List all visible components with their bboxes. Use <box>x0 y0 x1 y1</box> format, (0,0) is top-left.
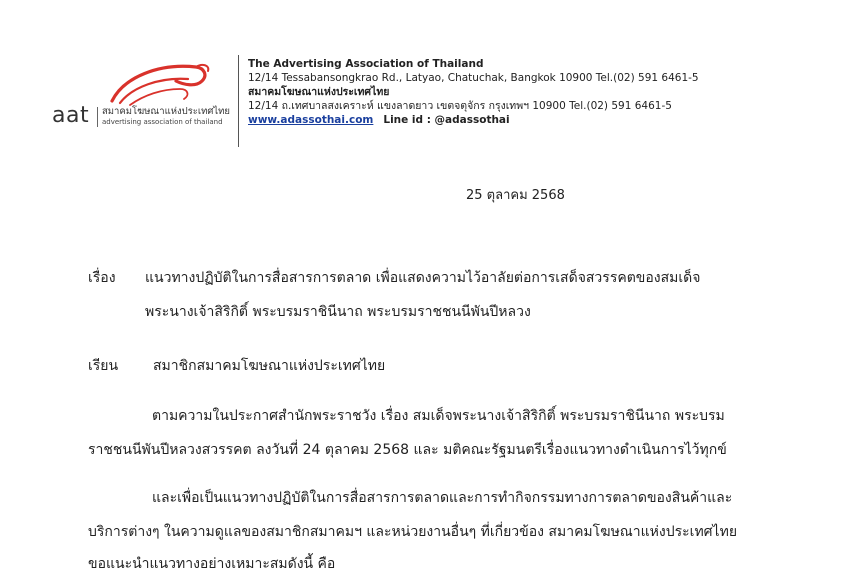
logo-thai-name: สมาคมโฆษณาแห่งประเทศไทย <box>102 106 230 117</box>
subject-line-1: แนวทางปฏิบัติในการสื่อสารการตลาด เพื่อแสดงความไว้อาลัยต่อการเสด็จสวรรคตของสมเด็จ <box>145 270 701 286</box>
logo-english-name: advertising association of thailand <box>102 118 223 126</box>
letterhead-divider <box>238 55 239 147</box>
subject-label: เรื่อง <box>88 270 116 286</box>
para2-line-2: บริการต่างๆ ในความดูแลของสมาชิกสมาคมฯ และหน่วยงานอื่นๆ ที่เกี่ยวข้อง สมาคมโฆษณาแห่งประเทศไทย <box>88 524 738 540</box>
org-info <box>248 57 699 127</box>
address-en: 12/14 Tessabansongkrao Rd., Latyao, Chatuchak, Bangkok 10900 Tel.(02) 591 6461-5 <box>248 72 699 84</box>
para2-line-3: ขอแนะนำแนวทางอย่างเหมาะสมดังนี้ คือ <box>88 556 336 572</box>
contact-line <box>248 113 699 127</box>
letterhead <box>52 55 812 147</box>
address-th: 12/14 ถ.เทศบาลสงเคราะห์ แขงลาดยาว เขตจตุจักร กรุงเทพฯ 10900 Tel.(02) 591 6461-5 <box>248 100 672 112</box>
org-name-th: สมาคมโฆษณาแห่งประเทศไทย <box>248 86 390 98</box>
para1-line-1: ตามความในประกาศสำนักพระราชวัง เรื่อง สมเด็จพระนางเจ้าสิริกิติ์ พระบรมราชินีนาถ พระบรม <box>152 408 725 424</box>
para2-line-1: และเพื่อเป็นแนวทางปฏิบัติในการสื่อสารการตลาดและการทำกิจกรรมทางการตลาดของสินค้าและ <box>152 490 733 506</box>
logo-divider <box>97 107 98 127</box>
website-link[interactable]: www.adassothai.com <box>248 114 374 126</box>
para1-line-2: ราชชนนีพันปีหลวงสวรรคต ลงวันที่ 24 ตุลาคม 2568 และ มติคณะรัฐมนตรีเรื่องแนวทางดำเนินการไว้ทุกข์ <box>88 442 727 458</box>
logo-wordmark: aat <box>52 103 90 128</box>
letter-date: 25 ตุลาคม 2568 <box>466 188 565 203</box>
aat-logo <box>52 55 234 145</box>
subject-line-2: พระนางเจ้าสิริกิติ์ พระบรมราชินีนาถ พระบรมราชชนนีพันปีหลวง <box>145 304 531 320</box>
to-recipient: สมาชิกสมาคมโฆษณาแห่งประเทศไทย <box>153 358 386 374</box>
to-label: เรียน <box>88 358 119 374</box>
line-id: Line id : @adassothai <box>383 114 510 126</box>
org-name-en: The Advertising Association of Thailand <box>248 58 484 70</box>
